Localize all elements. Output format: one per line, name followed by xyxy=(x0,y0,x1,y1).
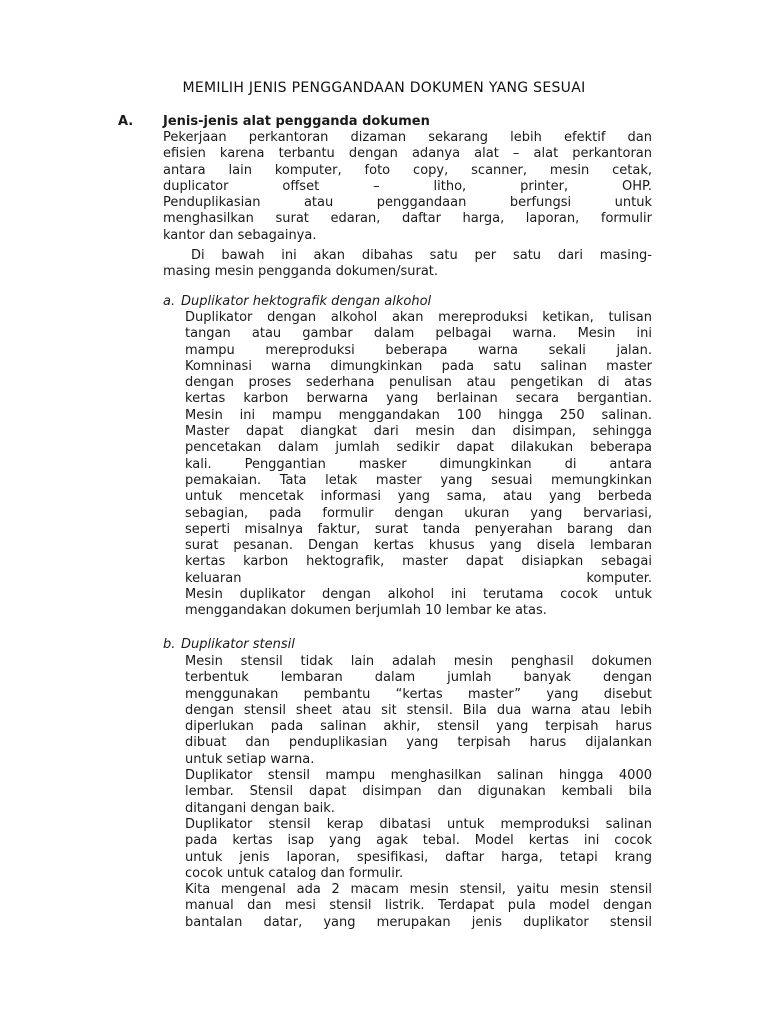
subsection-b-letter: b. xyxy=(163,637,176,652)
text-line: bantalan datar, yang merupakan jenis duplikator stensil xyxy=(185,914,652,930)
intro-paragraph-2 xyxy=(163,248,652,281)
text-line: Di bawah ini akan dibahas satu per satu dari masing- xyxy=(191,248,652,263)
subsection-a-letter: a. xyxy=(163,294,176,309)
text-line: Duplikator dengan alkohol akan mereproduksi ketikan, tulisan xyxy=(185,310,652,325)
text-line: menghasilkan surat edaran, daftar harga, laporan, formulir xyxy=(163,211,652,227)
text-line: antara lain komputer, foto copy, scanner, mesin cetak, xyxy=(163,162,652,178)
text-line: pencetakan dalam jumlah sedikir dapat dilakukan beberapa xyxy=(185,440,652,456)
text-line: lembar. Stensil dapat disimpan dan digunakan kembali bila xyxy=(185,784,652,800)
text-line: kertas karbon berwarna yang berlainan secara bergantian. xyxy=(185,391,652,407)
text-line: efisien karena terbantu dengan adanya alat – alat perkantoran xyxy=(163,146,652,162)
subsection-a-body xyxy=(185,310,652,620)
subsection-a-heading: Duplikator hektografik dengan alkohol xyxy=(181,294,432,309)
text-line: diperlukan pada salinan akhir, stensil yang terpisah harus xyxy=(185,719,652,735)
text-line: masing mesin pengganda dokumen/surat. xyxy=(163,264,439,280)
text-line: untuk mencetak informasi yang sama, atau yang berbeda xyxy=(185,489,652,505)
text-line: mampu mereproduksi beberapa warna sekali jalan. xyxy=(185,342,652,358)
text-line: untuk jenis laporan, spesifikasi, daftar harga, tetapi krang xyxy=(185,849,652,865)
text-line: kali. Penggantian masker dimungkinkan di antara xyxy=(185,456,652,472)
text-line: Pekerjaan perkantoran dizaman sekarang lebih efektif dan xyxy=(163,130,652,145)
section-letter: A. xyxy=(118,114,134,129)
text-line: kantor dan sebagainya. xyxy=(163,227,317,243)
text-line: sebagian, pada formulir dengan ukuran yang bervariasi, xyxy=(185,505,652,521)
text-line: pemakaian. Tata letak master yang sesuai memungkinkan xyxy=(185,472,652,488)
text-line: tangan atau gambar dalam pelbagai warna. Mesin ini xyxy=(185,326,652,342)
text-line: Kita mengenal ada 2 macam mesin stensil, yaitu mesin stensil xyxy=(185,882,652,898)
document-title: MEMILIH JENIS PENGGANDAAN DOKUMEN YANG SESUAI xyxy=(182,80,586,96)
text-line: pada kertas isap yang agak tebal. Model kertas ini cocok xyxy=(185,833,652,849)
text-line: Mesin duplikator dengan alkohol ini terutama cocok untuk xyxy=(185,587,652,603)
text-line: Penduplikasian atau penggandaan berfungsi untuk xyxy=(163,195,652,211)
text-line: duplicator offset – litho, printer, OHP. xyxy=(163,178,652,194)
text-line: Komninasi warna dimungkinkan pada satu salinan master xyxy=(185,358,652,374)
text-line: terbentuk lembaran dalam jumlah banyak dengan xyxy=(185,670,652,686)
text-line: dengan stensil sheet atau sit stensil. Bila dua warna atau lebih xyxy=(185,702,652,718)
text-line: Duplikator stensil kerap dibatasi untuk memproduksi salinan xyxy=(185,816,652,832)
text-line: Mesin stensil tidak lain adalah mesin penghasil dokumen xyxy=(185,654,652,669)
subsection-b-body xyxy=(185,654,652,931)
text-line: seperti misalnya faktur, surat tanda penyerahan barang dan xyxy=(185,521,652,537)
text-line: cocok untuk catalog dan formulir. xyxy=(185,865,404,881)
text-line: surat pesanan. Dengan kertas khusus yang disela lembaran xyxy=(185,538,652,554)
section-heading: Jenis-jenis alat pengganda dokumen xyxy=(163,114,430,129)
text-line: Duplikator stensil mampu menghasilkan salinan hingga 4000 xyxy=(185,768,652,784)
text-line: dengan proses sederhana penulisan atau pengetikan di atas xyxy=(185,375,652,391)
text-line: manual dan mesi stensil listrik. Terdapat pula model dengan xyxy=(185,898,652,914)
text-line: dibuat dan penduplikasian yang terpisah harus dijalankan xyxy=(185,735,652,751)
text-line: Master dapat diangkat dari mesin dan disimpan, sehingga xyxy=(185,424,652,440)
text-line: untuk setiap warna. xyxy=(185,751,315,767)
text-line: Mesin ini mampu menggandakan 100 hingga 250 salinan. xyxy=(185,407,652,423)
text-line: keluaran komputer. xyxy=(185,570,652,586)
text-line: ditangani dengan baik. xyxy=(185,800,335,816)
intro-paragraph xyxy=(163,130,652,244)
text-line: menggandakan dokumen berjumlah 10 lembar ke atas. xyxy=(185,603,547,619)
text-line: menggunakan pembantu “kertas master” yang disebut xyxy=(185,686,652,702)
subsection-b-heading: Duplikator stensil xyxy=(181,637,295,652)
text-line: kertas karbon hektografik, master dapat disiapkan sebagai xyxy=(185,554,652,570)
